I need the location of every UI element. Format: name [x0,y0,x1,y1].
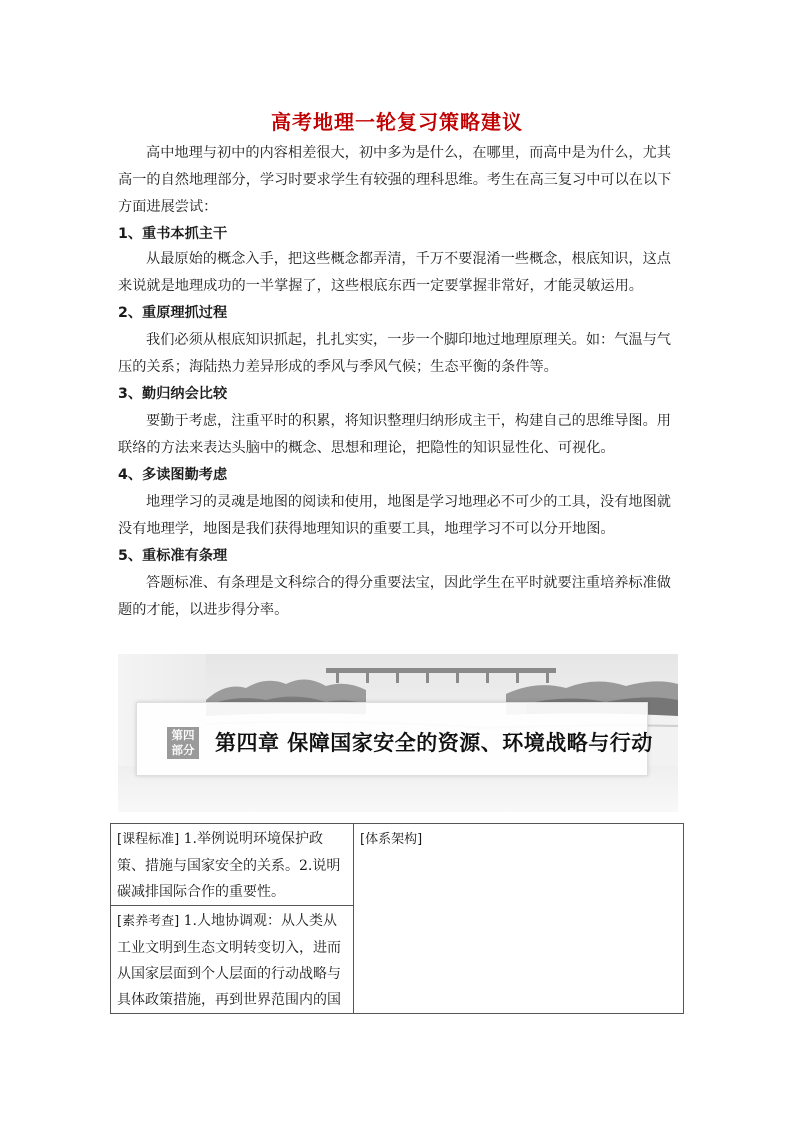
curriculum-standard-cell [111,824,354,906]
section-heading-1: 1、重书本抓主干 [118,226,228,242]
section-heading-5: 5、重标准有条理 [118,548,228,564]
section-text-2: 我们必须从根底知识抓起，扎扎实实，一步一个脚印地过地理原理关。如：气温与气压的关系；海陆热力差异形成的季风与季风气候；生态平衡的条件等。 [118,332,671,375]
section-heading-2: 2、重原理抓过程 [118,305,228,321]
document-title: 高考地理一轮复习策略建议 [271,110,523,134]
intro-paragraph: 高中地理与初中的内容相差很大，初中多为是什么，在哪里，而高中是为什么，尤其高一的自然地理部分，学习时要求学生有较强的理科思维。考生在高三复习中可以在以下方面进展尝试： [118,145,672,215]
section-text-3: 要勤于考虑，注重平时的积累，将知识整理归纳形成主干，构建自己的思维导图。用联络的方法来表达头脑中的概念、思想和理论，把隐性的知识显性化、可视化。 [118,413,671,456]
course-info-table [110,823,684,1014]
system-structure-cell [354,824,684,1014]
chapter-banner [118,654,678,812]
part-badge-line1: 第四 [171,728,195,742]
section-text-5: 答题标准、有条理是文科综合的得分重要法宝，因此学生在平时就要注重培养标准做题的才能，以进步得分率。 [118,575,671,618]
curriculum-standard-text: 1.举例说明环境保护政策、措施与国家安全的关系。2.说明碳减排国际合作的重要性。 [117,831,341,900]
part-badge-line2: 部分 [171,743,195,757]
section-heading-3: 3、勤归纳会比较 [118,386,228,402]
section-text-1: 从最原始的概念入手，把这些概念都弄清，千万不要混淆一些概念，根底知识，这点来说就是地理成功的一半掌握了，这些根底东西一定要掌握非常好，才能灵敏运用。 [118,251,671,294]
literacy-assessment-cell [111,906,354,1014]
chapter-title: 第四章 保障国家安全的资源、环境战略与行动 [215,731,653,755]
section-text-4: 地理学习的灵魂是地图的阅读和使用，地图是学习地理必不可少的工具，没有地图就没有地理学，地图是我们获得地理知识的重要工具，地理学习不可以分开地图。 [118,494,671,537]
literacy-assessment-tag: [素养考查] [117,914,180,929]
section-heading-4: 4、多读图勤考虑 [118,467,228,483]
chapter-title-box [136,702,653,776]
curriculum-standard-tag: [课程标准] [117,832,180,847]
part-badge [167,727,199,759]
literacy-assessment-text: 1.人地协调观：从人类从工业文明到生态文明转变切入，进而从国家层面到个人层面的行动战略与具体政策措施，再到世界范围内的国 [117,913,341,1008]
system-structure-label: [体系架构] [360,832,423,847]
table-row [111,824,684,906]
